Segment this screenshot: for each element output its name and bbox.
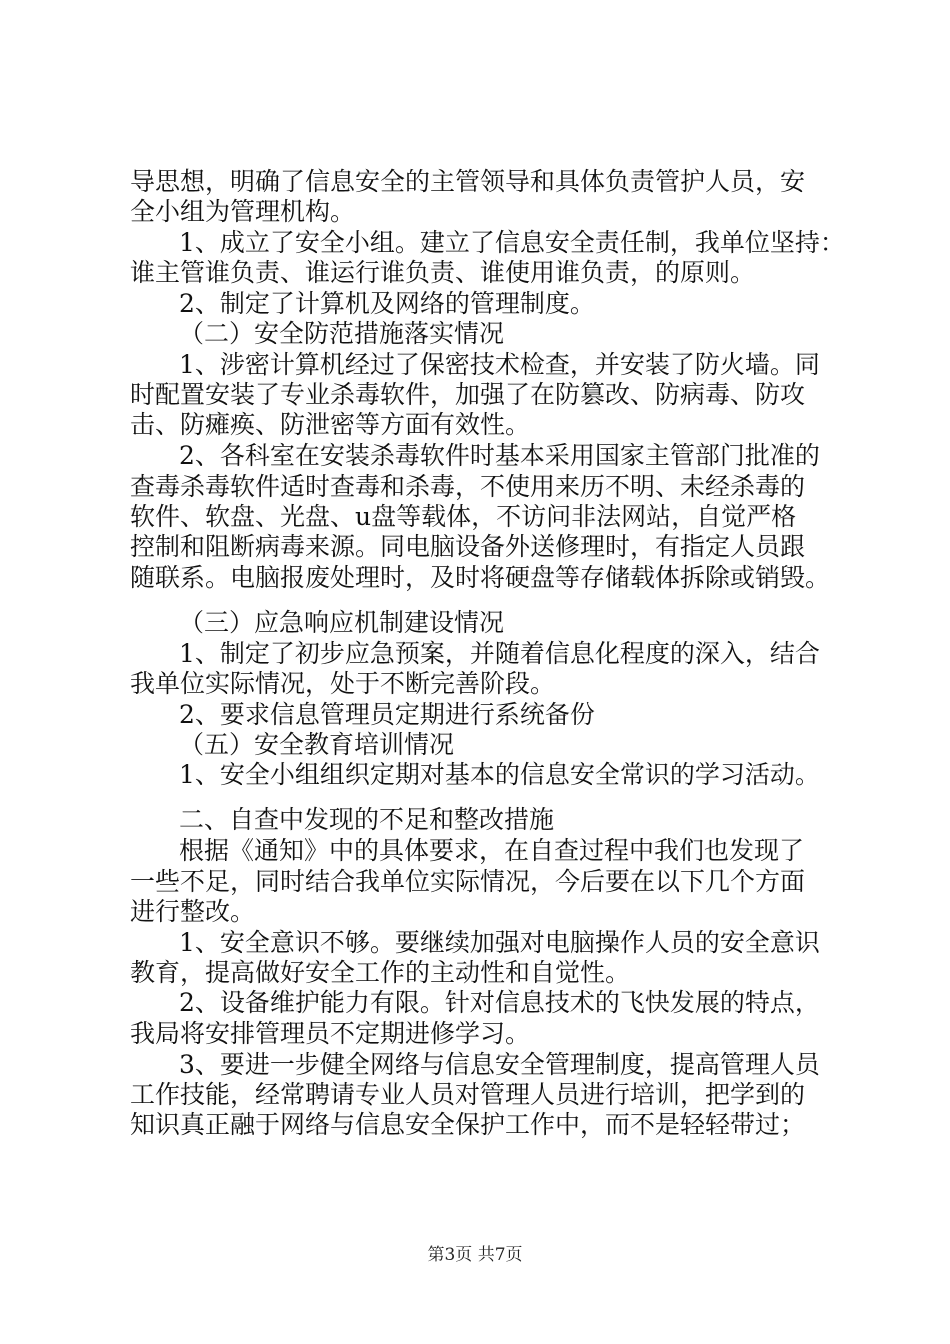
text-line: 2、制定了计算机及网络的管理制度。 — [179, 289, 595, 318]
text-line: 全小组为管理机构。 — [130, 197, 356, 226]
text-line: 知识真正融于网络与信息安全保护工作中，而不是轻轻带过； — [130, 1110, 806, 1139]
text-line: 1、涉密计算机经过了保密技术检查，并安装了防火墙。同 — [179, 350, 820, 379]
section-heading: 二、自查中发现的不足和整改措施 — [179, 805, 555, 834]
text-line: 2、设备维护能力有限。针对信息技术的飞快发展的特点， — [179, 988, 820, 1017]
text-line: 3、要进一步健全网络与信息安全管理制度，提高管理人员 — [179, 1050, 820, 1079]
page-footer: 第3页 共7页 — [427, 1245, 523, 1265]
text-line: 时配置安装了专业杀毒软件，加强了在防篡改、防病毒、防攻 — [130, 380, 806, 409]
text-line: 1、制定了初步应急预案，并随着信息化程度的深入，结合 — [179, 639, 820, 668]
text-line: 我局将安排管理员不定期进修学习。 — [130, 1019, 531, 1048]
text-line: 导思想，明确了信息安全的主管领导和具体负责管护人员，安 — [130, 167, 806, 196]
text-line: 教育，提高做好安全工作的主动性和自觉性。 — [130, 958, 631, 987]
text-line: 工作技能，经常聘请专业人员对管理人员进行培训，把学到的 — [130, 1080, 806, 1109]
text-line: 控制和阻断病毒来源。同电脑设备外送修理时，有指定人员跟 — [130, 532, 806, 561]
text-line: 查毒杀毒软件适时查毒和杀毒，不使用来历不明、未经杀毒的 — [130, 472, 806, 501]
text-line: 谁主管谁负责、谁运行谁负责、谁使用谁负责，的原则。 — [130, 258, 756, 287]
text-line: 根据《通知》中的具体要求，在自查过程中我们也发现了 — [179, 836, 805, 865]
text-line: 1、成立了安全小组。建立了信息安全责任制，我单位坚持： — [179, 228, 845, 257]
text-line: 一些不足，同时结合我单位实际情况，今后要在以下几个方面 — [130, 867, 806, 896]
section-heading: （三）应急响应机制建设情况 — [179, 608, 505, 637]
text-line: 1、安全意识不够。要继续加强对电脑操作人员的安全意识 — [179, 928, 820, 957]
text-line: 1、安全小组组织定期对基本的信息安全常识的学习活动。 — [179, 760, 820, 789]
text-line: 我单位实际情况，处于不断完善阶段。 — [130, 669, 556, 698]
text-line: 2、各科室在安装杀毒软件时基本采用国家主管部门批准的 — [179, 441, 820, 470]
text-line: 击、防瘫痪、防泄密等方面有效性。 — [130, 410, 531, 439]
text-line: 2、要求信息管理员定期进行系统备份 — [179, 700, 595, 729]
text-line: 随联系。电脑报废处理时，及时将硬盘等存储载体拆除或销毁。 — [130, 563, 831, 592]
text-line: 软件、软盘、光盘、u盘等载体，不访问非法网站，自觉严格 — [130, 502, 797, 531]
section-heading: （二）安全防范措施落实情况 — [179, 319, 505, 348]
section-heading: （五）安全教育培训情况 — [179, 730, 455, 759]
text-line: 进行整改。 — [130, 897, 256, 926]
